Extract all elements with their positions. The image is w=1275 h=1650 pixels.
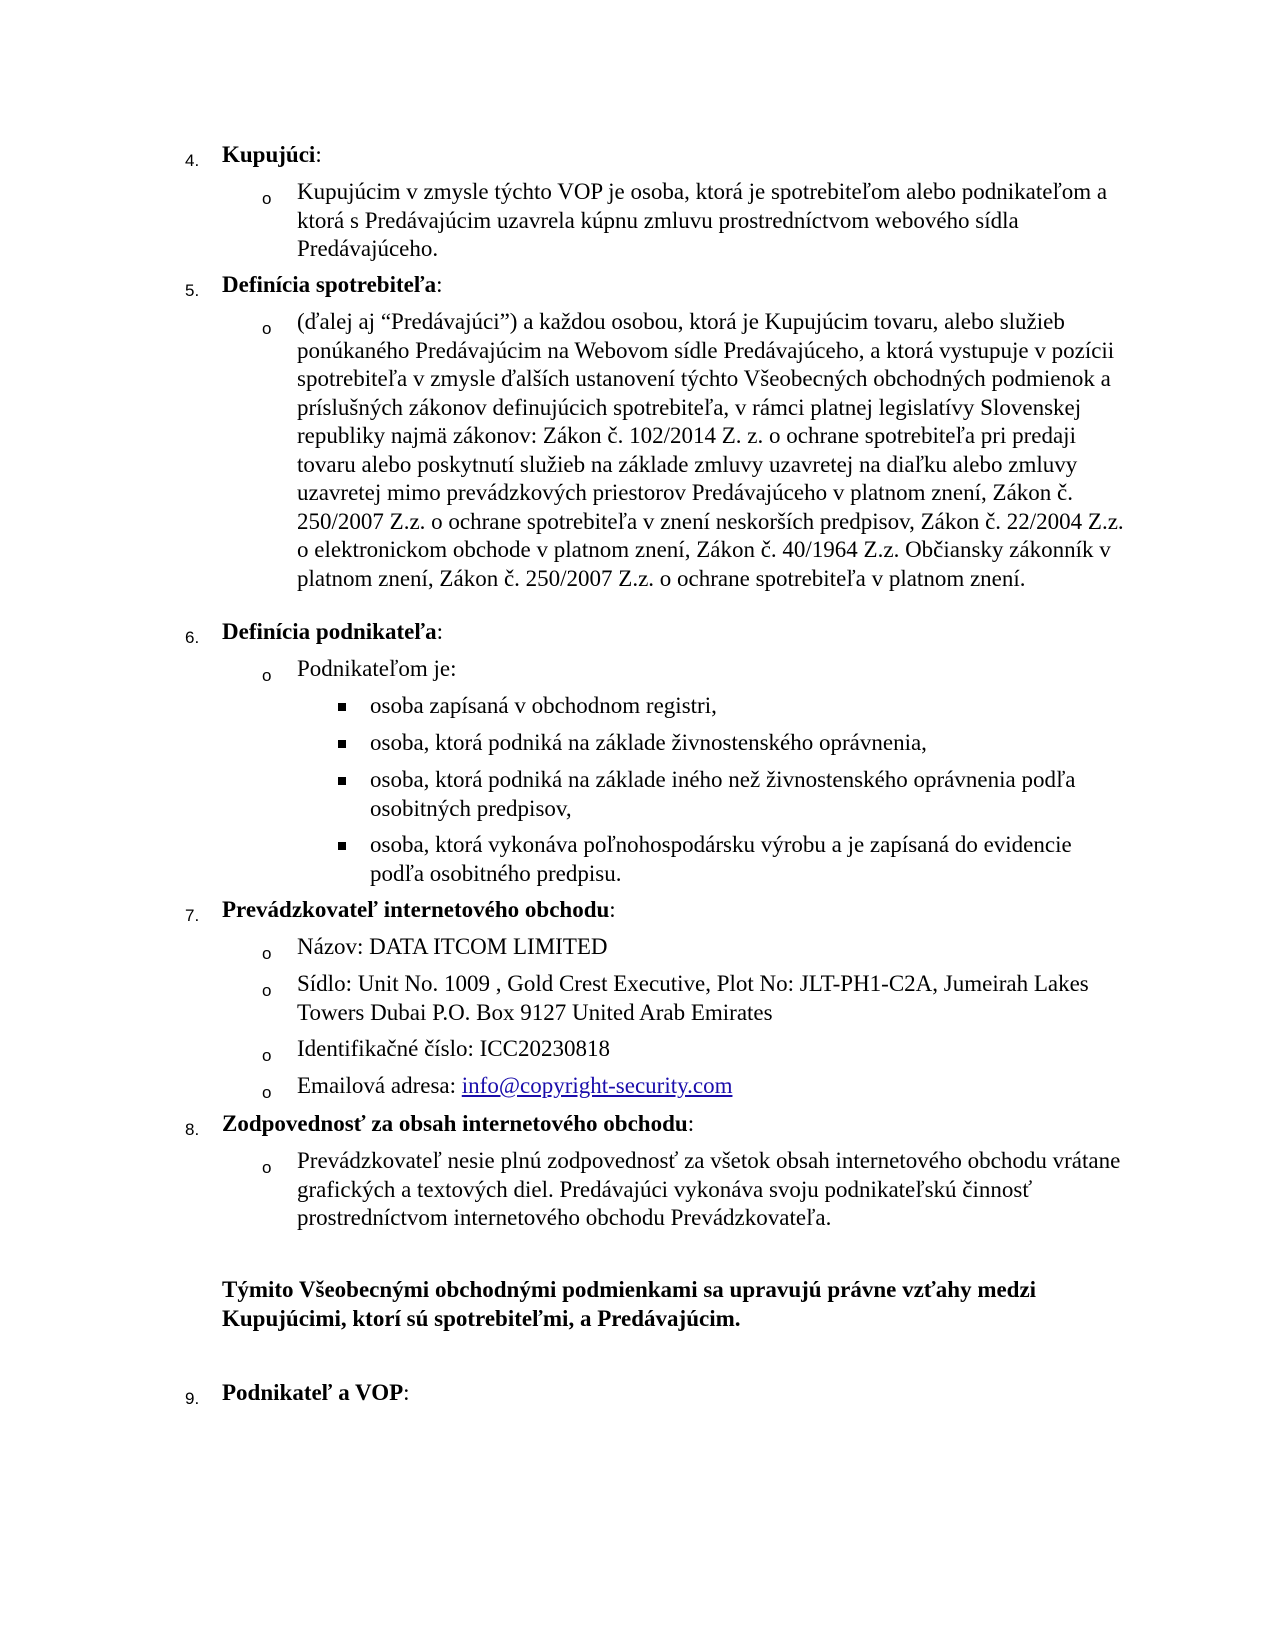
section-6-bullet: osoba, ktorá podniká na základe živnostenského oprávnenia, <box>370 730 927 755</box>
bold-statement: Týmito Všeobecnými obchodnými podmienkami sa upravujú právne vzťahy medzi Kupujúcimi, ktorí sú spotrebiteľmi, a Predávajúcim. <box>222 1277 1037 1331</box>
section-6-bullet: osoba zapísaná v obchodnom registri, <box>370 693 717 718</box>
section-6-heading <box>222 618 443 647</box>
section-6-bullet: osoba, ktorá vykonáva poľnohospodársku výrobu a je zapísaná do evidencie podľa osobitného predpisu. <box>370 832 1072 886</box>
square-bullet-icon <box>338 777 346 785</box>
circle-bullet-icon: o <box>262 944 272 963</box>
colon: : <box>403 1380 410 1405</box>
colon: : <box>687 1111 695 1136</box>
section-4-heading <box>222 141 322 170</box>
square-bullet-icon <box>338 740 346 748</box>
section-9-number: 9. <box>185 1389 200 1408</box>
colon: : <box>436 619 443 644</box>
section-5-number: 5. <box>185 281 200 300</box>
section-8-title: Zodpovednosť za obsah internetového obchodu <box>222 1111 688 1136</box>
operator-name: Názov: DATA ITCOM LIMITED <box>297 934 608 959</box>
operator-id: Identifikačné číslo: ICC20230818 <box>297 1036 610 1061</box>
circle-bullet-icon: o <box>262 1083 272 1102</box>
square-bullet-icon <box>338 703 346 711</box>
section-7-number: 7. <box>185 906 200 925</box>
operator-address: Sídlo: Unit No. 1009 , Gold Crest Executive, Plot No: JLT-PH1-C2A, Jumeirah Lakes Towers Dubai P.O. Box 9127 United Arab Emirates <box>297 971 1089 1025</box>
square-bullet-icon <box>338 842 346 850</box>
section-4-number: 4. <box>185 151 200 170</box>
section-6-intro: Podnikateľom je: <box>297 656 457 681</box>
circle-bullet-icon: o <box>262 1046 272 1065</box>
section-8-number: 8. <box>185 1120 200 1139</box>
section-6-bullet: osoba, ktorá podniká na základe iného než živnostenského oprávnenia podľa osobitných predpisov, <box>370 767 1076 821</box>
section-9-title: Podnikateľ a VOP <box>222 1380 404 1405</box>
section-5-title: Definícia spotrebiteľa <box>222 272 437 297</box>
email-link[interactable]: info@copyright-security.com <box>461 1073 733 1098</box>
email-label: Emailová adresa: <box>297 1073 462 1098</box>
colon: : <box>609 897 616 922</box>
section-4-paragraph: Kupujúcim v zmysle týchto VOP je osoba, ktorá je spotrebiteľom alebo podnikateľom a ktorá s Predávajúcim uzavrela kúpnu zmluvu prostredníctvom webového sídla Predávajúceho. <box>297 179 1108 261</box>
section-5-heading <box>222 271 443 300</box>
section-6-title: Definícia podnikateľa <box>222 619 437 644</box>
colon: : <box>436 272 443 297</box>
section-4-title: Kupujúci <box>222 142 316 167</box>
section-6-number: 6. <box>185 628 200 647</box>
circle-bullet-icon: o <box>262 1158 272 1177</box>
section-5-paragraph: (ďalej aj “Predávajúci”) a každou osobou, ktorá je Kupujúcim tovaru, alebo služieb ponúkaného Predávajúcim na Webovom sídle Predávajúceho, a ktorá vystupuje v pozícii spotrebiteľa v zmysle ďalších ustanovení týchto Všeobecných obchodných podmienok a príslušných zákonov definujúcich spotrebiteľa, v rámci platnej legislatívy Slovenskej republiky najmä zákonov: Zákon č. 102/2014 Z. z. o ochrane spotrebiteľa pri predaji tovaru alebo poskytnutí služieb na základe zmluvy uzavretej na diaľku alebo zmluvy uzavretej mimo prevádzkových priestorov Predávajúceho v platnom znení, Zákon č. 250/2007 Z.z. o ochrane spotrebiteľa v znení neskorších predpisov, Zákon č. 22/2004 Z.z. o elektronickom obchode v platnom znení, Zákon č. 40/1964 Z.z. Občiansky zákonník v platnom znení, Zákon č. 250/2007 Z.z. o ochrane spotrebiteľa v platnom znení. <box>297 309 1124 591</box>
section-7-heading <box>222 896 616 925</box>
section-9-heading <box>222 1379 410 1408</box>
operator-email-line <box>297 1072 1127 1101</box>
section-7-title: Prevádzkovateľ internetového obchodu <box>222 897 610 922</box>
circle-bullet-icon: o <box>262 319 272 338</box>
circle-bullet-icon: o <box>262 666 272 685</box>
section-8-heading <box>222 1110 694 1139</box>
circle-bullet-icon: o <box>262 981 272 1000</box>
colon: : <box>315 142 322 167</box>
section-8-paragraph: Prevádzkovateľ nesie plnú zodpovednosť za všetok obsah internetového obchodu vrátane grafických a textových diel. Predávajúci vykonáva svoju podnikateľskú činnosť prostredníctvom internetového obchodu Prevádzkovateľa. <box>297 1148 1121 1230</box>
circle-bullet-icon: o <box>262 189 272 208</box>
